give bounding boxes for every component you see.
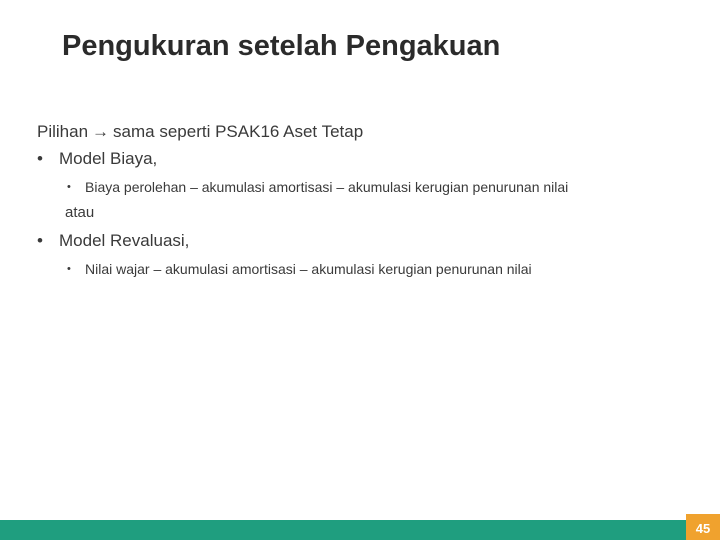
intro-suffix: sama seperti PSAK16 Aset Tetap <box>113 122 364 141</box>
page-number-badge: 45 <box>686 514 720 540</box>
sub-bullet-item-revaluasi <box>67 261 532 277</box>
arrow-right-icon: → <box>92 122 110 141</box>
slide-title: Pengukuran setelah Pengakuan <box>62 30 501 62</box>
bullet-label: Model Revaluasi, <box>59 231 190 250</box>
bullet-item-model-revaluasi <box>37 231 189 251</box>
bullet-icon: • <box>67 181 71 193</box>
sub-bullet-item-biaya <box>67 179 568 195</box>
sub-bullet-text: Nilai wajar – akumulasi amortisasi – akumulasi kerugian penurunan nilai <box>85 261 532 277</box>
bullet-icon: • <box>37 149 43 168</box>
bullet-icon: • <box>37 231 43 250</box>
bullet-item-model-biaya <box>37 149 157 169</box>
footer-bar <box>0 520 720 540</box>
intro-prefix: Pilihan <box>37 122 89 141</box>
bullet-label: Model Biaya, <box>59 149 158 168</box>
connector-text: atau <box>65 204 95 221</box>
sub-bullet-text: Biaya perolehan – akumulasi amortisasi – akumulasi kerugian penurunan nilai <box>85 179 569 195</box>
intro-line <box>37 122 363 142</box>
bullet-icon: • <box>67 263 71 275</box>
